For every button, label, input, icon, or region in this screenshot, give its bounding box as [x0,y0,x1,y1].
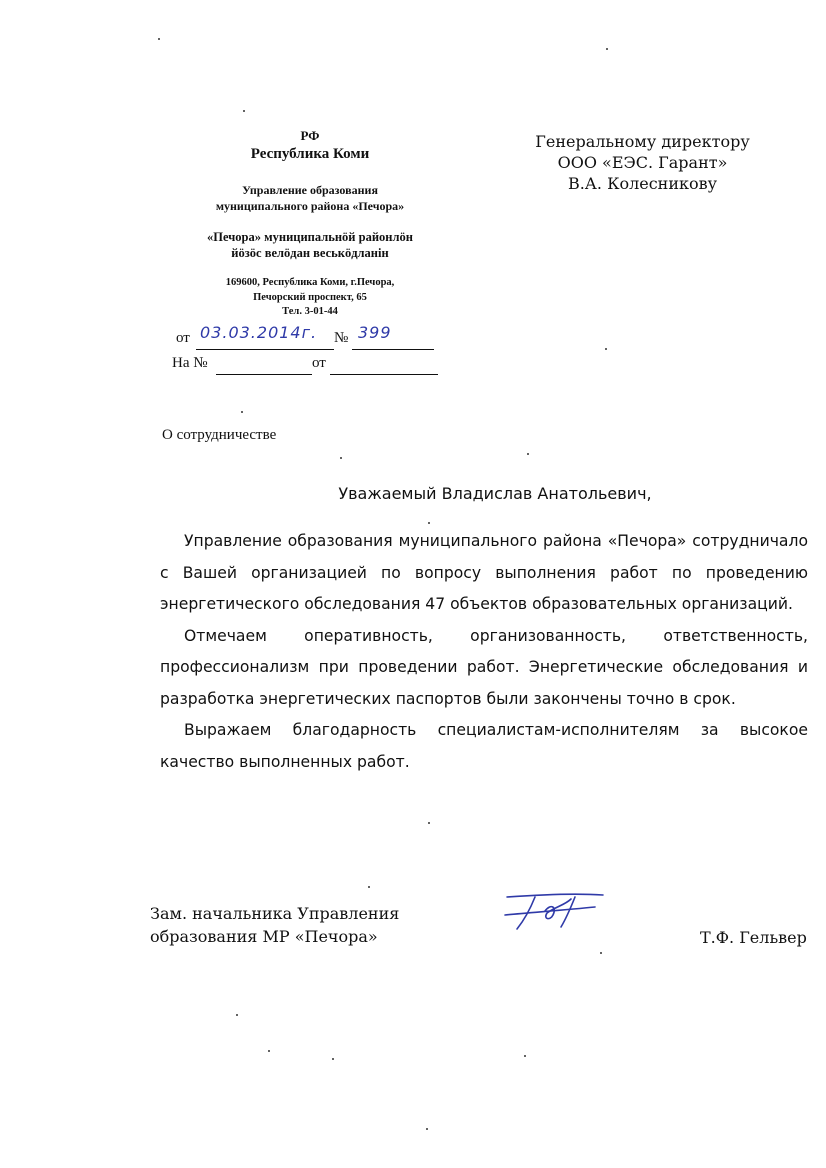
addressee-line2: ООО «ЕЭС. Гарант» [557,153,728,172]
scan-speck [241,411,243,413]
letterhead-department-line1: Управление образования [242,183,378,197]
scan-speck [236,1014,238,1016]
addressee-line3: В.А. Колесникову [567,174,718,193]
body-paragraph-3: Выражаем благодарность специалистам-исполнителям за высокое качество выполненных работ. [160,721,808,771]
scan-speck [600,952,602,954]
scan-speck [428,522,430,524]
letterhead-komi-line2: йӧзӧс велӧдан веськӧдланін [231,246,389,260]
signatory-title-line1: Зам. начальника Управления [150,904,400,923]
reference-date: 03.03.2014г. [200,323,318,342]
scan-speck [527,453,529,455]
reply-from-label: от [312,355,326,371]
reference-number: 399 [358,323,392,342]
reply-number-label: На № [172,355,208,371]
letterhead-republic: Республика Коми [250,146,370,162]
signatory-title-line2: образования МР «Печора» [150,927,378,946]
scan-speck [268,1050,270,1052]
reply-number-line [216,356,312,375]
signatory-name: Т.Ф. Гельвер [700,928,807,947]
signatory-title [150,902,399,948]
scan-speck [605,348,607,350]
addressee-line1: Генеральному директору [535,132,750,151]
scan-speck [426,1128,428,1130]
subject: О сотрудничестве [162,427,277,443]
letterhead-rf: РФ [300,128,320,143]
reply-date-line [330,356,438,375]
letterhead-address-line1: 169600, Республика Коми, г.Печора, [225,277,395,288]
reference-number-label: № [334,330,349,346]
scan-speck [524,1055,526,1057]
scan-speck [243,110,245,112]
letterhead-department-line2: муниципального района «Печора» [215,199,405,213]
letterhead-komi-line1: «Печора» муниципальнӧй районлӧн [207,230,413,244]
letterhead-phone: Тел. 3-01-44 [282,306,338,317]
letter-body [160,526,808,778]
scan-speck [428,822,430,824]
handwritten-signature [495,885,610,935]
scan-speck [340,457,342,459]
reference-from-label: от [176,330,190,346]
scan-speck [606,48,608,50]
body-paragraph-2: Отмечаем оперативность, организованность, ответственность, профессионализм при проведении работ. Энергетические обследования и разработка энергетических паспортов были закончены точно в срок. [160,626,808,708]
scan-speck [332,1058,334,1060]
scan-speck [368,886,370,888]
body-paragraph-1: Управление образования муниципального района «Печора» сотрудничало с Вашей организацией по вопросу выполнения работ по проведению энергетического обследования 47 объектов образовательных организаций. [160,532,808,613]
letterhead-address-line2: Печорский проспект, 65 [253,292,367,303]
greeting: Уважаемый Владислав Анатольевич, [338,484,652,503]
scan-speck [158,38,160,40]
